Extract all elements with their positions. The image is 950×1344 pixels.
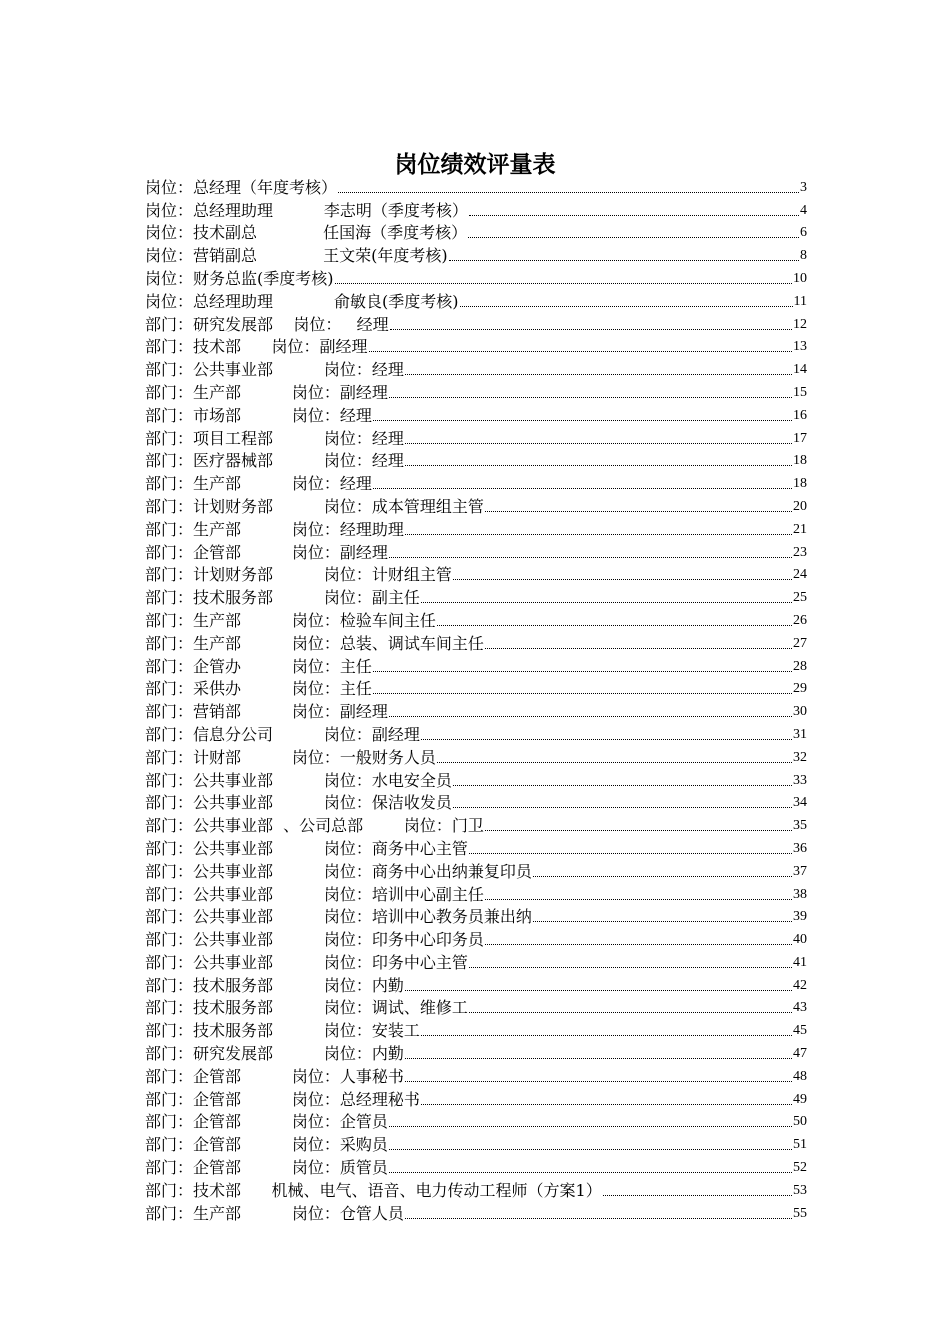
document-title: 岗位绩效评量表 (394, 151, 556, 178)
toc-entry-label: 部门：企管部 岗位：副经理 (145, 542, 388, 562)
toc-entry[interactable] (145, 1064, 807, 1087)
toc-entry-label: 部门：生产部 岗位：总装、调试车间主任 (145, 633, 484, 653)
toc-entry-page-number: 32 (793, 749, 807, 765)
toc-entry[interactable] (145, 1087, 807, 1110)
toc-entry-page-number: 37 (793, 863, 807, 879)
dot-leader (469, 967, 792, 968)
toc-entry-label: 部门：生产部 岗位：经理助理 (145, 519, 404, 539)
toc-entry[interactable] (145, 631, 807, 654)
dot-leader (421, 739, 792, 740)
toc-entry[interactable] (145, 335, 807, 358)
toc-entry-label: 部门：公共事业部 、公司总部 岗位：门卫 (145, 816, 484, 836)
toc-entry[interactable] (145, 745, 807, 768)
toc-entry-page-number: 38 (793, 886, 807, 902)
toc-entry-page-number: 34 (793, 795, 807, 811)
dot-leader (421, 602, 792, 603)
dot-leader (460, 306, 793, 307)
dot-leader (405, 1081, 792, 1082)
toc-entry[interactable] (145, 1155, 807, 1178)
toc-entry-label: 部门：技术服务部 岗位：安装工 (145, 1021, 420, 1041)
toc-entry-page-number: 21 (793, 521, 807, 537)
dot-leader (389, 1149, 792, 1150)
toc-entry-page-number: 47 (793, 1046, 807, 1062)
toc-entry-label: 部门：企管部 岗位：总经理秘书 (145, 1089, 420, 1109)
toc-entry-page-number: 53 (793, 1182, 807, 1198)
toc-entry-page-number: 31 (793, 726, 807, 742)
dot-leader (389, 716, 792, 717)
toc-entry-page-number: 41 (793, 954, 807, 970)
toc-entry[interactable] (145, 882, 807, 905)
dot-leader (533, 921, 792, 922)
toc-entry[interactable] (145, 403, 807, 426)
dot-leader (390, 329, 792, 330)
toc-entry-page-number: 8 (800, 248, 807, 264)
toc-entry-page-number: 13 (793, 339, 807, 355)
toc-entry-label: 部门：信息分公司 岗位：副经理 (145, 724, 420, 744)
toc-entry-label: 部门：公共事业部 岗位：培训中心教务员兼出纳 (145, 907, 532, 927)
toc-entry-label: 部门：营销部 岗位：副经理 (145, 702, 388, 722)
toc-entry-page-number: 23 (793, 544, 807, 560)
toc-entry-label: 部门：企管部 岗位：质管员 (145, 1158, 388, 1178)
toc-entry[interactable] (145, 722, 807, 745)
dot-leader (437, 625, 792, 626)
toc-entry[interactable] (145, 1018, 807, 1041)
dot-leader (405, 374, 792, 375)
toc-entry-page-number: 27 (793, 635, 807, 651)
toc-entry[interactable] (145, 1132, 807, 1155)
toc-entry-page-number: 25 (793, 590, 807, 606)
dot-leader (405, 1058, 792, 1059)
toc-entry-label: 部门：公共事业部 岗位：商务中心主管 (145, 838, 468, 858)
toc-entry-page-number: 33 (793, 772, 807, 788)
toc-entry[interactable] (145, 198, 807, 221)
toc-entry-label: 部门：企管部 岗位：人事秘书 (145, 1066, 404, 1086)
toc-entry-label: 部门：公共事业部 岗位：培训中心副主任 (145, 884, 484, 904)
dot-leader (405, 534, 792, 535)
toc-entry[interactable] (145, 973, 807, 996)
toc-entry[interactable] (145, 1201, 807, 1224)
toc-entry-label: 部门：公共事业部 岗位：印务中心印务员 (145, 930, 484, 950)
toc-entry[interactable] (145, 608, 807, 631)
toc-entry[interactable] (145, 585, 807, 608)
toc-entry-page-number: 49 (793, 1091, 807, 1107)
toc-entry[interactable] (145, 221, 807, 244)
toc-entry-label: 部门：技术部 机械、电气、语音、电力传动工程师（方案1） (145, 1180, 602, 1200)
toc-entry-page-number: 42 (793, 977, 807, 993)
toc-entry-label: 部门：研究发展部 岗位： 经理 (145, 314, 389, 334)
dot-leader (421, 1104, 792, 1105)
toc-entry[interactable] (145, 471, 807, 494)
toc-entry[interactable] (145, 563, 807, 586)
dot-leader (421, 1035, 792, 1036)
dot-leader (485, 511, 792, 512)
toc-entry-label: 岗位：总经理（年度考核） (145, 177, 338, 197)
dot-leader (338, 192, 799, 193)
toc-entry[interactable] (145, 1110, 807, 1133)
toc-entry-page-number: 24 (793, 567, 807, 583)
toc-entry[interactable] (145, 517, 807, 540)
toc-entry-label: 部门：公共事业部 岗位：印务中心主管 (145, 952, 468, 972)
dot-leader (449, 260, 799, 261)
toc-entry[interactable] (145, 540, 807, 563)
dot-leader (373, 693, 792, 694)
toc-entry[interactable] (145, 905, 807, 928)
dot-leader (389, 1126, 792, 1127)
dot-leader (405, 443, 792, 444)
toc-entry[interactable] (145, 859, 807, 882)
toc-entry[interactable] (145, 289, 807, 312)
toc-entry-page-number: 16 (793, 407, 807, 423)
dot-leader (485, 944, 792, 945)
dot-leader (603, 1195, 792, 1196)
toc-entry[interactable] (145, 380, 807, 403)
toc-entry-page-number: 11 (793, 293, 807, 309)
dot-leader (485, 899, 792, 900)
toc-entry-label: 岗位：财务总监(季度考核) (145, 268, 334, 288)
toc-entry-page-number: 15 (793, 384, 807, 400)
toc-entry[interactable] (145, 175, 807, 198)
toc-entry-page-number: 40 (793, 932, 807, 948)
dot-leader (453, 807, 792, 808)
dot-leader (405, 465, 792, 466)
dot-leader (485, 830, 792, 831)
toc-entry[interactable] (145, 950, 807, 973)
toc-entry[interactable] (145, 449, 807, 472)
toc-entry-page-number: 17 (793, 430, 807, 446)
table-of-contents (145, 175, 807, 1224)
toc-entry-label: 部门：计划财务部 岗位：计财组主管 (145, 565, 452, 585)
toc-entry-label: 部门：采供办 岗位：主任 (145, 679, 372, 699)
toc-entry-page-number: 52 (793, 1160, 807, 1176)
toc-entry[interactable] (145, 654, 807, 677)
toc-entry-label: 岗位：营销副总 王文荣(年度考核) (145, 246, 448, 266)
dot-leader (453, 579, 792, 580)
toc-entry[interactable] (145, 699, 807, 722)
dot-leader (369, 351, 792, 352)
dot-leader (405, 990, 792, 991)
dot-leader (389, 1172, 792, 1173)
dot-leader (469, 1012, 792, 1013)
dot-leader (405, 1218, 792, 1219)
toc-entry-page-number: 43 (793, 1000, 807, 1016)
toc-entry-label: 岗位：技术副总 任国海（季度考核） (145, 223, 468, 243)
dot-leader (373, 671, 792, 672)
toc-entry-page-number: 10 (793, 270, 807, 286)
dot-leader (335, 283, 793, 284)
toc-entry-label: 部门：市场部 岗位：经理 (145, 405, 372, 425)
toc-entry-page-number: 29 (793, 681, 807, 697)
toc-entry-label: 部门：企管部 岗位：企管员 (145, 1112, 388, 1132)
toc-entry-page-number: 51 (793, 1137, 807, 1153)
toc-entry-page-number: 3 (800, 179, 807, 195)
toc-entry-page-number: 35 (793, 818, 807, 834)
toc-entry-label: 部门：生产部 岗位：副经理 (145, 382, 388, 402)
toc-entry-page-number: 30 (793, 704, 807, 720)
toc-entry-page-number: 55 (793, 1205, 807, 1221)
toc-entry[interactable] (145, 312, 807, 335)
dot-leader (389, 397, 792, 398)
toc-entry[interactable] (145, 1178, 807, 1201)
toc-entry-label: 部门：研究发展部 岗位：内勤 (145, 1044, 404, 1064)
toc-entry[interactable] (145, 243, 807, 266)
toc-entry-label: 部门：项目工程部 岗位：经理 (145, 428, 404, 448)
toc-entry-label: 岗位：总经理助理 俞敏良(季度考核) (145, 291, 459, 311)
toc-entry-page-number: 28 (793, 658, 807, 674)
toc-entry-page-number: 18 (793, 453, 807, 469)
toc-entry-label: 部门：企管办 岗位：主任 (145, 656, 372, 676)
toc-entry-label: 部门：公共事业部 岗位：商务中心出纳兼复印员 (145, 861, 532, 881)
toc-entry[interactable] (145, 813, 807, 836)
toc-entry[interactable] (145, 996, 807, 1019)
toc-entry-page-number: 39 (793, 909, 807, 925)
dot-leader (437, 762, 792, 763)
toc-entry-label: 部门：生产部 岗位：经理 (145, 474, 372, 494)
toc-entry[interactable] (145, 768, 807, 791)
toc-entry[interactable] (145, 927, 807, 950)
toc-entry-page-number: 36 (793, 840, 807, 856)
toc-entry[interactable] (145, 357, 807, 380)
toc-entry-label: 部门：技术服务部 岗位：副主任 (145, 588, 420, 608)
toc-entry-label: 部门：企管部 岗位：采购员 (145, 1135, 388, 1155)
toc-entry-label: 部门：技术服务部 岗位：调试、维修工 (145, 998, 468, 1018)
toc-entry[interactable] (145, 426, 807, 449)
toc-entry-label: 部门：生产部 岗位：仓管人员 (145, 1203, 404, 1223)
dot-leader (469, 853, 792, 854)
toc-entry-page-number: 14 (793, 362, 807, 378)
toc-entry-page-number: 26 (793, 612, 807, 628)
dot-leader (469, 215, 799, 216)
toc-entry-page-number: 20 (793, 498, 807, 514)
dot-leader (373, 420, 792, 421)
toc-entry-page-number: 4 (800, 202, 807, 218)
toc-entry-label: 部门：技术服务部 岗位：内勤 (145, 975, 404, 995)
toc-entry[interactable] (145, 677, 807, 700)
toc-entry-label: 部门：公共事业部 岗位：水电安全员 (145, 770, 452, 790)
toc-entry[interactable] (145, 836, 807, 859)
toc-entry-label: 部门：医疗器械部 岗位：经理 (145, 451, 404, 471)
toc-entry-page-number: 50 (793, 1114, 807, 1130)
dot-leader (453, 785, 792, 786)
toc-entry-page-number: 18 (793, 476, 807, 492)
dot-leader (533, 876, 792, 877)
toc-entry-label: 部门：计财部 岗位：一般财务人员 (145, 747, 436, 767)
toc-entry-label: 部门：生产部 岗位：检验车间主任 (145, 610, 436, 630)
dot-leader (389, 557, 792, 558)
toc-entry[interactable] (145, 266, 807, 289)
toc-entry[interactable] (145, 1041, 807, 1064)
toc-entry-page-number: 6 (800, 225, 807, 241)
dot-leader (468, 237, 799, 238)
toc-entry-label: 部门：公共事业部 岗位：经理 (145, 360, 404, 380)
toc-entry[interactable] (145, 494, 807, 517)
toc-entry-page-number: 48 (793, 1068, 807, 1084)
toc-entry-page-number: 12 (793, 316, 807, 332)
toc-entry-page-number: 45 (793, 1023, 807, 1039)
toc-entry-label: 岗位：总经理助理 李志明（季度考核） (145, 200, 468, 220)
dot-leader (485, 648, 792, 649)
dot-leader (373, 488, 792, 489)
toc-entry-label: 部门：公共事业部 岗位：保洁收发员 (145, 793, 452, 813)
toc-entry-label: 部门：计划财务部 岗位：成本管理组主管 (145, 496, 484, 516)
toc-entry[interactable] (145, 791, 807, 814)
toc-entry-label: 部门：技术部 岗位：副经理 (145, 337, 368, 357)
